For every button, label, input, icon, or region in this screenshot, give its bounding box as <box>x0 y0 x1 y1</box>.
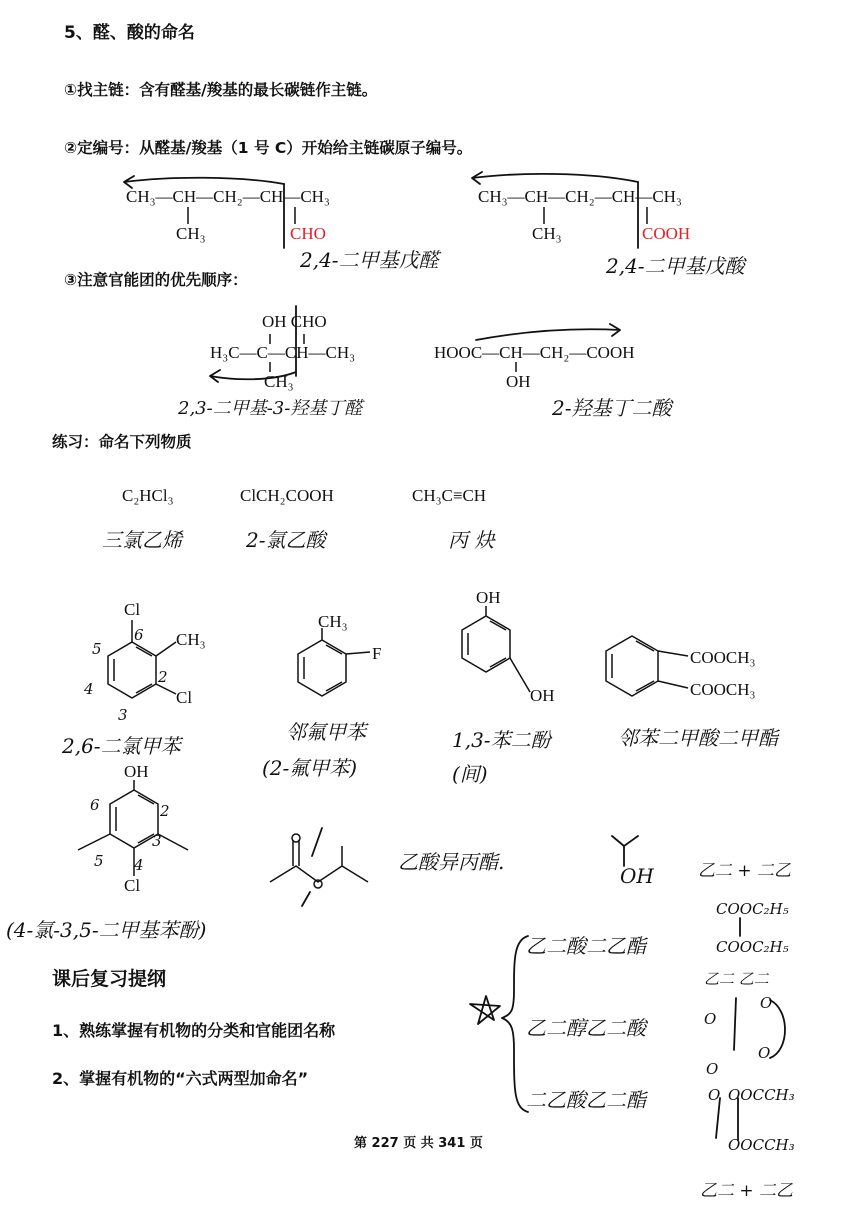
ring1-num-3: 3 <box>118 706 128 724</box>
ring3-label-oh-bottom: OH <box>530 686 555 705</box>
ex4-main: HOOC—CH—CH₂—COOH <box>434 343 635 362</box>
phenol-label-cl: Cl <box>124 876 141 895</box>
page-footer: 第 227 页 共 341 页 <box>354 1136 483 1151</box>
phenol-num-2: 2 <box>160 802 170 820</box>
ex1-handwritten-name: 2,4-二甲基戊醛 <box>300 248 439 272</box>
ring3-benzene <box>462 616 510 672</box>
ring1-num-4: 4 <box>84 680 94 698</box>
side-label-10: OOCCH₃ <box>728 1086 795 1104</box>
ex3-main: H₃C—C—CH—CH₃ <box>210 343 356 362</box>
phenol-num-5: 5 <box>94 852 104 870</box>
ex3-bottom: CH₃ <box>264 372 294 391</box>
ring1-num-5: 5 <box>92 640 102 658</box>
ring2-handwritten-2: (2-氟甲苯) <box>262 756 358 780</box>
ex1-arrow-icon <box>124 176 284 188</box>
ring3-handwritten-2: (间) <box>452 762 488 786</box>
star-note-1: 乙二酸二乙酯 <box>526 934 646 958</box>
review-item-1: 1、熟练掌握有机物的分类和官能团名称 <box>52 1021 336 1040</box>
ester-split-mark <box>302 828 322 906</box>
ring1-num-6: 6 <box>134 626 144 644</box>
side-label-3: COOC₂H₅ <box>716 938 789 956</box>
practice-handwritten-1: 三氯乙烯 <box>102 528 182 552</box>
ring1-benzene <box>108 642 156 698</box>
ring4-label-ester-2: COOCH₃ <box>690 680 756 699</box>
practice-formula-1: C₂HCl₃ <box>122 486 174 505</box>
practice-heading: 练习：命名下列物质 <box>52 433 192 451</box>
ring1-num-2: 2 <box>158 668 168 686</box>
side-label-8: O <box>706 1060 719 1078</box>
ex1-branch: CH₃ <box>176 224 206 243</box>
phenol-num-3: 3 <box>152 832 162 850</box>
ex2-branch: CH₃ <box>532 224 562 243</box>
side-label-1: 乙二 + 二乙 <box>698 861 792 881</box>
side-label-5: O <box>704 1010 717 1028</box>
ring1-label-cl-bottom: Cl <box>176 688 193 707</box>
ring2-handwritten: 邻氟甲苯 <box>286 720 366 744</box>
ring1-label-ch3: CH₃ <box>176 630 206 649</box>
ring1-handwritten: 2,6-二氯甲苯 <box>62 734 181 758</box>
phenol-num-4: 4 <box>134 856 144 874</box>
ex3-handwritten-name: 2,3-二甲基-3-羟基丁醛 <box>178 398 363 419</box>
ring3-handwritten: 1,3-苯二酚 <box>452 728 551 752</box>
ethanol-label: OH <box>620 864 654 888</box>
ex2-arrow-icon <box>472 172 638 184</box>
brace-mark <box>502 936 528 1112</box>
side-label-4: 乙二 乙二 <box>704 970 769 988</box>
ex2-group: COOH <box>642 224 691 243</box>
review-item-2: 2、掌握有机物的“六式两型加命名” <box>52 1069 309 1088</box>
star-note-3: 二乙酸乙二酯 <box>526 1088 646 1112</box>
review-title: 课后复习提纲 <box>52 968 167 990</box>
section-title: 5、醛、酸的命名 <box>64 23 195 43</box>
side-label-7: O <box>758 1044 771 1062</box>
side-label-12: 乙二 + 二乙 <box>700 1181 794 1201</box>
phenol-label-oh: OH <box>124 762 149 781</box>
ex4-handwritten-name: 2-羟基丁二酸 <box>552 396 672 420</box>
practice-formula-3: CH₃C≡CH <box>412 486 487 505</box>
ring4-handwritten: 邻苯二甲酸二甲酯 <box>618 726 778 750</box>
ex2-handwritten-name: 2,4-二甲基戊酸 <box>606 254 745 278</box>
ring4-label-ester-1: COOCH₃ <box>690 648 756 667</box>
side-label-2: COOC₂H₅ <box>716 900 789 918</box>
ethanol-skeleton <box>612 836 638 866</box>
ring2-benzene <box>298 640 346 696</box>
ex2-main-chain: CH₃—CH—CH₂—CH—CH₃ <box>478 187 682 206</box>
side-label-6: O <box>760 994 773 1012</box>
practice-handwritten-3: 丙 炔 <box>448 528 495 552</box>
ex1-main-chain: CH₃—CH—CH₂—CH—CH₃ <box>126 187 330 206</box>
ex4-bottom: OH <box>506 372 531 391</box>
phenol-handwritten: (4-氯-3,5-二甲基苯酚) <box>6 918 207 942</box>
ex3-top: OH CHO <box>262 312 327 331</box>
ring4-benzene <box>606 636 658 696</box>
star-note-2: 乙二醇乙二酸 <box>526 1016 646 1040</box>
step-2: ②定编号：从醛基/羧基（1 号 C）开始给主链碳原子编号。 <box>64 139 473 157</box>
step-3: ③注意官能团的优先顺序： <box>64 271 248 289</box>
practice-formula-2: ClCH₂COOH <box>240 486 334 505</box>
ring2-label-f: F <box>372 644 382 663</box>
ring2-label-ch3: CH₃ <box>318 612 348 631</box>
star-icon <box>470 996 500 1024</box>
ring1-label-cl-top: Cl <box>124 600 141 619</box>
phenol-num-6: 6 <box>90 796 100 814</box>
ex4-arrow-icon <box>476 324 620 340</box>
practice-handwritten-2: 2-氯乙酸 <box>246 528 326 552</box>
ex3-arrow-icon <box>210 370 296 382</box>
side-label-11: OOCCH₃ <box>728 1136 795 1154</box>
ring3-label-oh-top: OH <box>476 588 501 607</box>
phenol-benzene <box>110 790 158 848</box>
side-label-9: O <box>708 1086 721 1104</box>
step-1: ①找主链：含有醛基/羧基的最长碳链作主链。 <box>64 81 378 99</box>
ex1-group: CHO <box>290 224 326 243</box>
ester-handwritten-name: 乙酸异丙酯. <box>398 850 505 874</box>
